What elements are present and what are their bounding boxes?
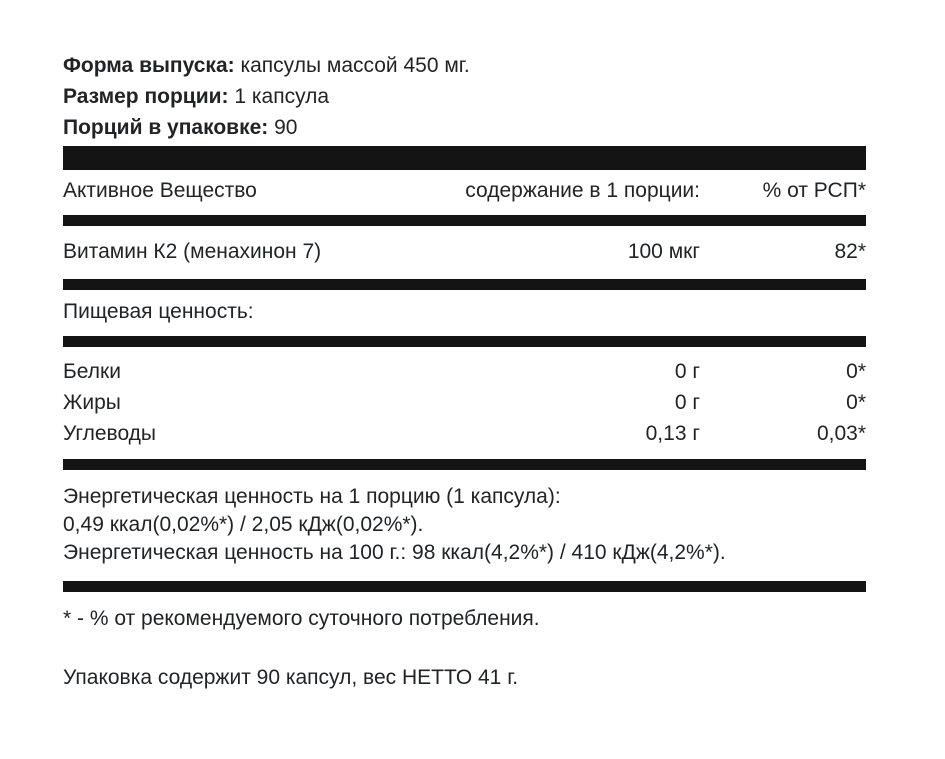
column-header-amount: содержание в 1 порции:	[465, 179, 700, 202]
nutrient-amount: 0 г	[674, 360, 700, 383]
nutrient-name: Углеводы	[63, 422, 157, 445]
divider-bar	[63, 581, 866, 592]
divider-bar	[63, 215, 866, 226]
release-form-label: Форма выпуска:	[63, 54, 235, 77]
nutrient-name: Белки	[63, 360, 121, 383]
top-divider-bar	[63, 146, 866, 170]
servings-per-pack-label: Порций в упаковке:	[63, 116, 269, 139]
column-header-daily-value: % от РСП*	[762, 179, 866, 202]
package-contents-note: Упаковка содержит 90 капсул, вес НЕТТО 41 г.	[63, 666, 519, 689]
ingredient-daily-value: 82*	[834, 240, 866, 263]
servings-per-pack-value: 90	[274, 116, 298, 139]
serving-size-line	[63, 81, 866, 112]
release-form-value: капсулы массой 450 мг.	[240, 54, 470, 77]
divider-bar	[63, 336, 866, 347]
product-info	[63, 50, 866, 143]
column-header-ingredient: Активное Вещество	[63, 179, 257, 202]
energy-value-block	[63, 483, 866, 567]
release-form-line	[63, 50, 866, 81]
nutrient-daily-value: 0*	[846, 391, 866, 414]
divider-bar	[63, 459, 866, 470]
table-row-fat	[63, 387, 866, 418]
nutrient-name: Жиры	[63, 391, 121, 414]
nutrient-daily-value: 0,03*	[816, 422, 866, 445]
table-header-row	[63, 180, 866, 201]
ingredient-amount: 100 мкг	[627, 240, 700, 263]
nutrient-amount: 0,13 г	[645, 422, 700, 445]
nutrition-rows	[63, 356, 866, 449]
nutrient-amount: 0 г	[674, 391, 700, 414]
nutrition-section-title: Пищевая ценность:	[63, 300, 254, 323]
serving-size-label: Размер порции:	[63, 85, 229, 108]
energy-line-per-serving-title: Энергетическая ценность на 1 порцию (1 капсула):	[63, 485, 561, 508]
ingredient-name: Витамин К2 (менахинон 7)	[63, 240, 322, 263]
table-row-carbs	[63, 418, 866, 449]
servings-per-pack-line	[63, 112, 866, 143]
nutrient-daily-value: 0*	[846, 360, 866, 383]
divider-bar	[63, 279, 866, 290]
energy-line-per-100g: Энергетическая ценность на 100 г.: 98 ккал(4,2%*) / 410 кДж(4,2%*).	[63, 541, 726, 564]
daily-value-footnote: * - % от рекомендуемого суточного потребления.	[63, 607, 540, 630]
energy-line-per-serving-values: 0,49 ккал(0,02%*) / 2,05 кДж(0,02%*).	[63, 513, 424, 536]
table-row-protein	[63, 356, 866, 387]
table-row-vitamin-k2	[63, 241, 866, 262]
serving-size-value: 1 капсула	[234, 85, 330, 108]
